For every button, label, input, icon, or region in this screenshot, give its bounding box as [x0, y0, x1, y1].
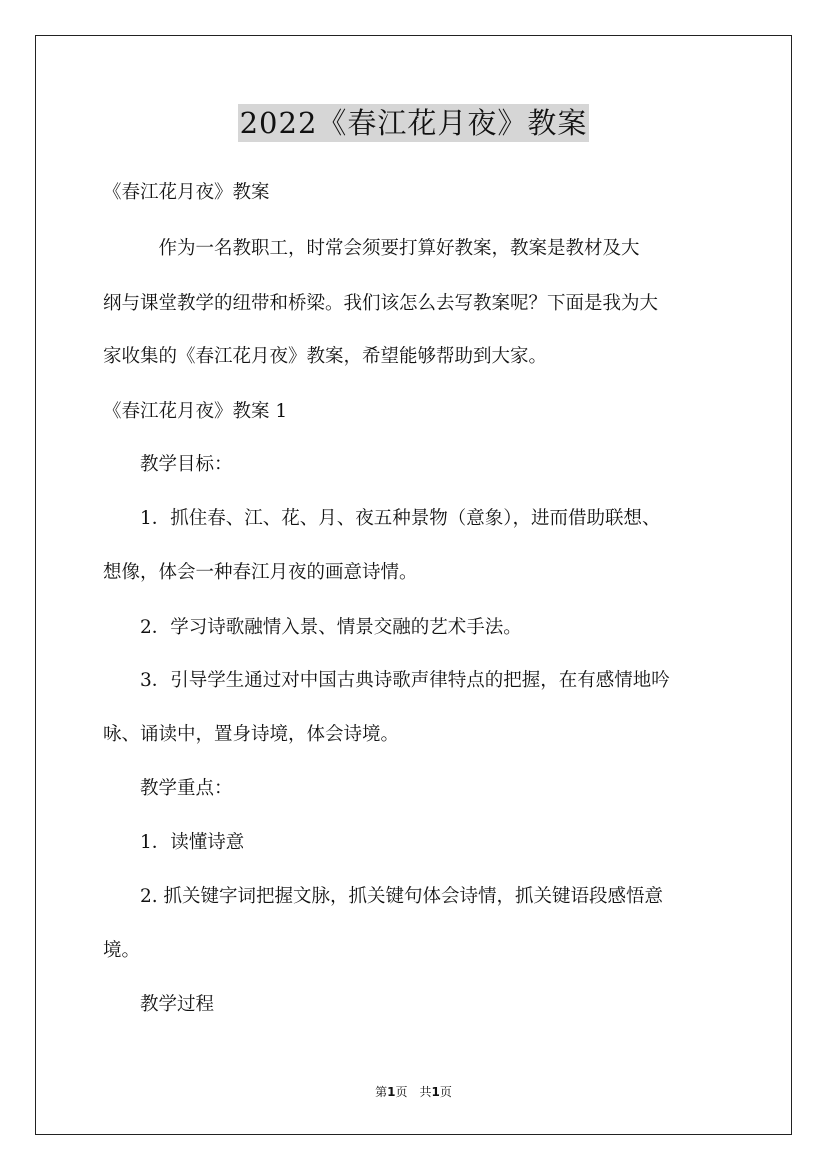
document-title: 2022《春江花月夜》教案	[239, 106, 588, 140]
paragraph-line: 2. 抓关键字词把握文脉，抓关键句体会诗情，抓关键语段感悟意	[103, 886, 664, 907]
paragraph-line: 教学重点：	[103, 778, 233, 799]
paragraph-line: 2．学习诗歌融情入景、情景交融的艺术手法。	[103, 617, 522, 638]
paragraph-line: 境。	[103, 940, 141, 961]
paragraph-line: 1．读懂诗意	[103, 832, 245, 853]
title-block	[0, 104, 827, 142]
heading-line: 《春江花月夜》教案	[103, 182, 270, 203]
paragraph-line: 想像，体会一种春江月夜的画意诗情。	[103, 562, 418, 583]
paragraph-line: 作为一名教职工，时常会须要打算好教案，教案是教材及大	[103, 238, 640, 259]
page-footer	[0, 1084, 827, 1100]
footer-total-suffix: 页	[439, 1085, 452, 1099]
footer-page-number: 1	[387, 1085, 396, 1099]
footer-page-prefix: 第	[375, 1085, 388, 1099]
paragraph-line: 家收集的《春江花月夜》教案，希望能够帮助到大家。	[103, 346, 548, 367]
paragraph-line: 纲与课堂教学的纽带和桥梁。我们该怎么去写教案呢？下面是我为大	[103, 293, 659, 314]
paragraph-line: 3．引导学生通过对中国古典诗歌声律特点的把握，在有感情地吟	[103, 670, 670, 691]
paragraph-line: 教学目标：	[103, 454, 233, 475]
paragraph-line: 教学过程	[103, 994, 215, 1015]
section-heading: 《春江花月夜》教案 1	[103, 401, 288, 422]
footer-page-suffix: 页 共	[395, 1085, 432, 1099]
paragraph-line: 1．抓住春、江、花、月、夜五种景物（意象），进而借助联想、	[103, 508, 661, 529]
paragraph-line: 咏、诵读中，置身诗境，体会诗境。	[103, 724, 400, 745]
footer-total-pages: 1	[431, 1085, 440, 1099]
